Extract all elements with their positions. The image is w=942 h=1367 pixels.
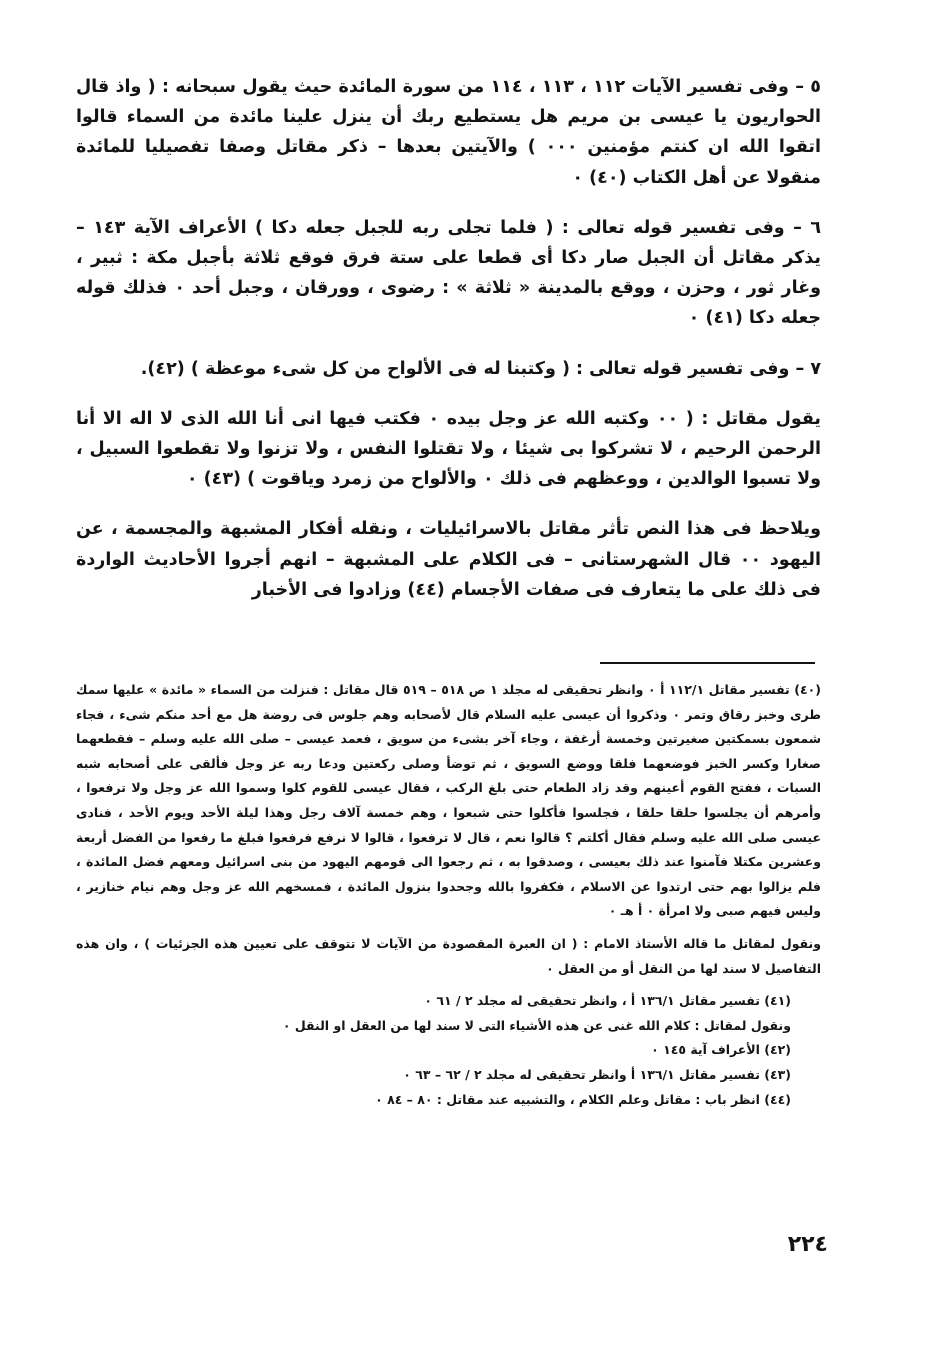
- footnote-42: (٤٢) الأعراف آية ١٤٥ ٠: [651, 1042, 791, 1058]
- footnote-41-comment: ونقول لمقاتل : كلام الله غنى عن هذه الأشياء التى لا سند لها من العقل او النقل ٠: [282, 1017, 791, 1033]
- paragraph-6: ٦ – وفى تفسير قوله تعالى : ( فلما تجلى ربه للجبل جعله دكا ) الأعراف الآية ١٤٣ – يذكر مقاتل أن الجبل صار دكا أى قطعا على ستة فرق فوقع ثلاثة بأجبل مكة : ثبير ، وغار ثور ، وحزن ، ووقع بالمدينة « ثلاثة » : رضوى ، وورقان ، وجبل أحد ٠ فذلك قوله جعله دكا (٤١) ٠: [76, 217, 821, 329]
- footnote-41: (٤١) تفسير مقاتل ١٣٦/١ أ ، وانظر تحقيقى له مجلد ٢ / ٦١ ٠: [424, 993, 791, 1009]
- footnotes: [76, 678, 821, 1112]
- footnote-comment: ونقول لمقاتل ما قاله الأستاذ الامام : ( ان العبرة المقصودة من الآيات لا تتوقف على تعيين هذه الجزئيات ) ، وان هذه التفاصيل لا سند لها من النقل أو من العقل ٠: [76, 935, 821, 976]
- paragraph-5: ٥ – وفى تفسير الآيات ١١٢ ، ١١٣ ، ١١٤ من سورة المائدة حيث يقول سبحانه : ( واذ قال الحواريون يا عيسى بن مريم هل يستطيع ربك أن ينزل علينا مائدة من السماء قالوا اتقوا الله ان كنتم مؤمنين ٠٠٠ ) والآيتين بعدها – ذكر مقاتل وصفا تفصيليا للمائدة منقولا عن أهل الكتاب (٤٠) ٠: [76, 77, 821, 188]
- main-text: [76, 72, 821, 605]
- footnote-divider: [600, 662, 815, 664]
- page-number: ٢٢٤: [787, 1232, 828, 1257]
- paragraph-7: ٧ – وفى تفسير قوله تعالى : ( وكتبنا له فى الألواح من كل شىء موعظة ) (٤٢).: [140, 358, 821, 379]
- footnote-40: (٤٠) تفسير مقاتل ١١٢/١ أ ٠ وانظر تحقيقى له مجلد ١ ص ٥١٨ – ٥١٩ قال مقاتل : فنزلت من السماء « مائدة » عليها سمك طرى وخبز رقاق وتمر ٠ وذكروا أن عيسى عليه السلام قال لأصحابه وهم جلوس فى روضة هل مع أحد منكم شىء ، فجاء شمعون بسمكتين صغيرتين وخمسة أرغفة ، وجاء آخر بشىء من سويق ، فعمد عيسى – صلى الله عليه وسلم – فقطعهما صغارا وكسر الخبز فوضعهما فلقا ووضع السويق ، ثم توضأ وصلى ركعتين ودعا ربه عز وجل فألقى على أصحابه شبه السبات ، ففتح القوم أعينهم وقد زاد الطعام حتى بلغ الركب ، فقال عيسى للقوم كلوا وسموا الله عز وجل ولا ترفعوا ، وأمرهم أن يجلسوا حلقا حلقا ، فجلسوا فأكلوا حتى شبعوا ، وهم خمسة آلاف رجل وهذا ليلة الأحد ويوم الأحد ، فنادى عيسى صلى الله عليه وسلم فقال أكلتم ؟ قالوا نعم ، قال لا ترفعوا ، قالوا لا نرفع فرفعوا فبلغ ما رفعوا من الفضل أربعة وعشرين مكتلا فآمنوا عند ذلك بعيسى ، وصدقوا به ، ثم رجعوا الى قومهم اليهود من بنى اسرائيل ومعهم فضل المائدة ، فلم يزالوا بهم حتى ارتدوا عن الاسلام ، فكفروا بالله وجحدوا بنزول المائدة ، فمسخهم الله عز وجل وهم نيام خنازير ، وليس فيهم صبى ولا امرأة ٠ أ هـ ٠: [76, 682, 822, 919]
- paragraph-remark: ويلاحظ فى هذا النص تأثر مقاتل بالاسرائيليات ، ونقله أفكار المشبهة والمجسمة ، عن اليهود ٠٠ قال الشهرستانى – فى الكلام على المشبهة – انهم أجروا الأحاديث الواردة فى ذلك على ما يتعارف فى صفات الأجسام (٤٤) وزادوا فى الأخبار: [76, 519, 821, 600]
- footnote-43: (٤٣) تفسير مقاتل ١٣٦/١ أ وانظر تحقيقى له مجلد ٢ / ٦٢ – ٦٣ ٠: [403, 1066, 791, 1082]
- paragraph-quote: يقول مقاتل : ( ٠٠ وكتبه الله عز وجل بيده ٠ فكتب فيها انى أنا الله الذى لا اله الا أنا الرحمن الرحيم ، لا تشركوا بى شيئا ، ولا تقتلوا النفس ، ولا تزنوا ولا تقطعوا السبيل ، ولا تسبوا الوالدين ، ووعظهم فى ذلك ٠ والألواح من زمرد وياقوت ) (٤٣) ٠: [76, 408, 821, 490]
- footnote-44: (٤٤) انظر باب : مقاتل وعلم الكلام ، والتشبيه عند مقاتل : ٨٠ – ٨٤ ٠: [375, 1091, 791, 1107]
